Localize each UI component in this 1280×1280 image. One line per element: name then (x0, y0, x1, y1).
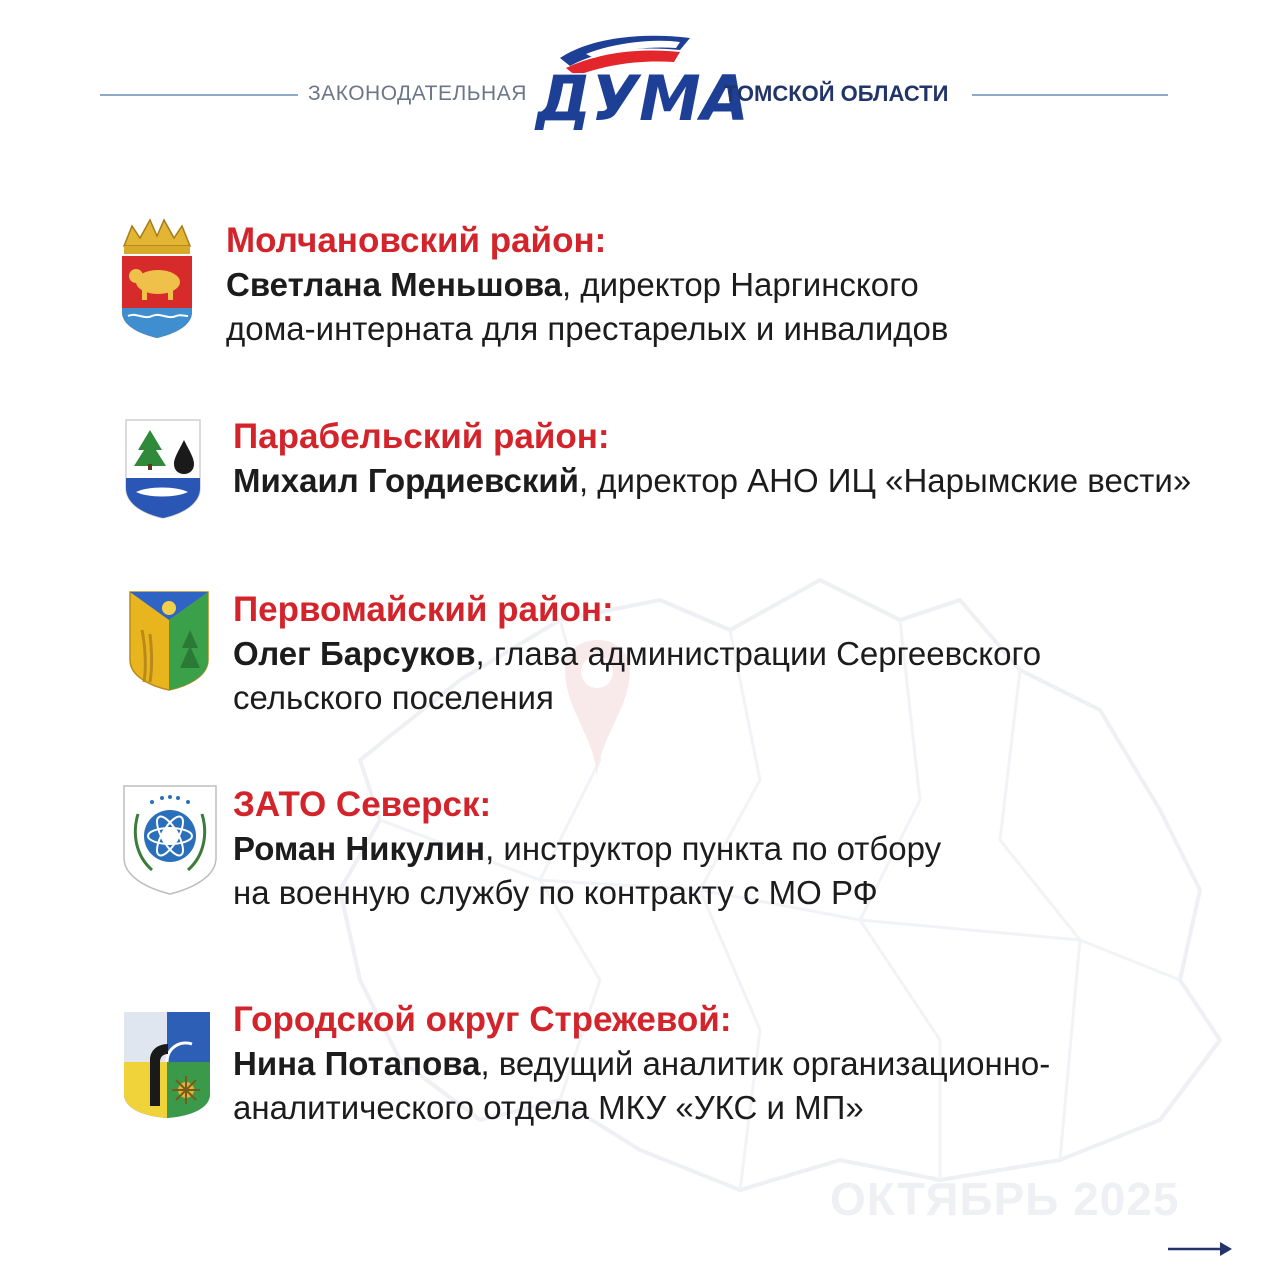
region-title: Парабельский район: (233, 417, 610, 456)
molchanovo-coat-of-arms-icon (118, 216, 196, 340)
person-role: , ведущий аналитик организационно- (480, 1045, 1051, 1082)
region-title: Городской округ Стрежевой: (233, 1000, 732, 1039)
person-line-1 (233, 827, 941, 871)
region-title: Первомайский район: (233, 590, 614, 629)
header (0, 20, 1280, 135)
region-title: Молчановский район: (226, 221, 607, 260)
duma-logo (530, 28, 749, 135)
person-line-1 (233, 1042, 1050, 1086)
person-name: Олег Барсуков (233, 635, 476, 672)
person-line-2: дома-интерната для престарелых и инвалидов (226, 310, 949, 347)
person-role: , директор Наргинского (562, 266, 919, 303)
person-line-1 (233, 632, 1041, 676)
person-role: , инструктор пункта по отбору (485, 830, 942, 867)
header-right-text: ТОМСКОЙ ОБЛАСТИ (724, 81, 949, 106)
header-left-text: ЗАКОНОДАТЕЛЬНАЯ (308, 82, 527, 105)
region-title: ЗАТО Северск: (233, 785, 492, 824)
pervomayskoe-coat-of-arms-icon (128, 590, 210, 692)
person-line-1 (233, 459, 1191, 503)
person-line-1 (226, 263, 948, 307)
person-role: , директор АНО ИЦ «Нарымские вести» (578, 462, 1192, 499)
person-line-2: сельского поселения (233, 679, 554, 716)
strezhevoy-coat-of-arms-icon (122, 1010, 212, 1120)
duma-logo-text: ДУМА (536, 62, 749, 135)
seversk-coat-of-arms-icon (122, 784, 218, 896)
person-name: Светлана Меньшова (226, 266, 563, 303)
next-arrow-icon[interactable] (1166, 1240, 1234, 1258)
person-name: Роман Никулин (233, 830, 486, 867)
person-name: Нина Потапова (233, 1045, 481, 1082)
footer-date: ОКТЯБРЬ 2025 (830, 1173, 1180, 1225)
parabel-coat-of-arms-icon (124, 418, 202, 520)
person-line-2: на военную службу по контракту с МО РФ (233, 874, 878, 911)
person-line-2: аналитического отдела МКУ «УКС и МП» (233, 1089, 864, 1126)
header-divider-left (100, 94, 298, 96)
person-name: Михаил Гордиевский (233, 462, 579, 499)
person-role: , глава администрации Сергеевского (475, 635, 1042, 672)
header-divider-right (972, 94, 1168, 96)
